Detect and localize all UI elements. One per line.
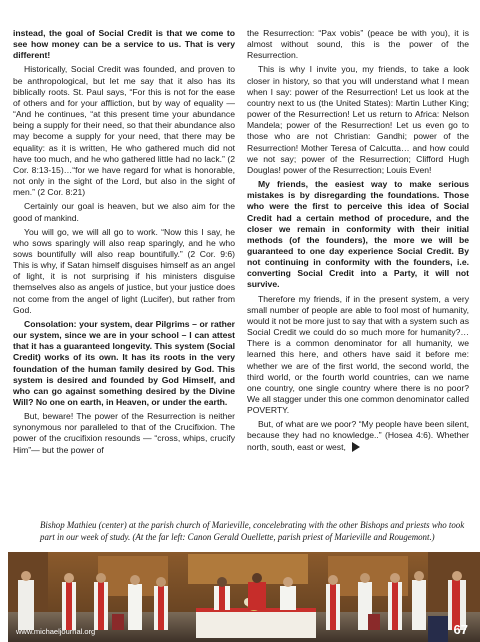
paragraph: But, beware! The power of the Resurrection is neither synonymous nor paralleled to that of the Crucifixion. The power of the crucifixion resounds — “cross, whips, crucify Him”— but the power of <box>13 411 235 455</box>
right-column <box>247 28 469 516</box>
paragraph: Certainly our goal is heaven, but we also aim for the good of mankind. <box>13 201 235 223</box>
paragraph: the Resurrection: “Pax vobis” (peace be with you), it is almost without sound, this is the power of the Resurrection. <box>247 28 469 61</box>
paragraph-text: But, of what are we poor? “My people have been silent, because they had no knowledge..” (Hosea 4:6). Whether north, south, east or west, <box>247 419 469 452</box>
paragraph: This is why I invite you, my friends, to take a look closer in history, so that you will understand what I mean when I say: power of the Resurrection! Let us look at the country next to us (the United States): Martin Luther King; power of the Resurrection! Let us return to Africa: Nelson Mandela; power of the Resurrection! Let us even go to those who are not Christian: Gandhi; power of the Resurrection! Mother Teresa of Calcutta… and how could we not say; power of the Resurrection; Clifford Hugh Douglas! power of the Resurrection; Louis Even! <box>247 64 469 175</box>
paragraph: My friends, the easiest way to make serious mistakes is by disregarding the foundations. Those who were the first to perceive this idea of Social Credit had a certain method of procedure, and the closer we remain in conformity with their initial methods (of the founders), the more we will be guaranteed to one day experience Social Credit. By not continuing in conformity with the founders, i.e. converting Social Credit into a Party, it will not survive. <box>247 179 469 290</box>
article-body <box>13 28 469 516</box>
photo-caption: Bishop Mathieu (center) at the parish church of Marieville, concelebrating with the other Bishops and priests who took part in our week of study. (At the far left: Canon Gerald Ouellette, parish priest of Marieville and Rougemont.) <box>40 520 465 542</box>
paragraph: Historically, Social Credit was founded, and proven to be anthropological, but let me say that it also has its biblically roots. St. Paul says, “For this is not for the ease of others and for your affliction, but by way of equality — “And he continues, “at this present time your abundance being a supply for their need, so that their abundance also may become a supply for your need, that there may be equality: as it is written, He who gathered much did not have too much, and he who gathered little had no lack.” (2 Cor. 8:13-15)…“for we have regard for what is honorable, not only in the sight of the Lord, but also in the sight of men.” (2 Cor. 8:21) <box>13 64 235 198</box>
paragraph: Therefore my friends, if in the present system, a very small number of people are able to fool most of humanity, would it not be more just to say that with a system such as Social Credit we could do so much more for humanity?… There is a common denominator for all humanity, we learned this here, and others have said it before me: whether we are of the first world, the second world, the third world, or the fourth world countries, can we name one country, one single country where there is no poor? We all stagger under this one common denominator called POVERTY. <box>247 293 469 416</box>
paragraph: You will go, we will all go to work. “Now this I say, he who sows sparingly will also reap sparingly, and he who sows bountifully will also reap bountifully.” (2 Cor. 9:6) This is why, if Satan himself disguises himself as an angel of light, it is not surprising if his ministers disguise themselves also as angels of justice, but your justice does not come from the angel of light (Lucifer), but rather from God. <box>13 226 235 315</box>
paragraph: Consolation: your system, dear Pilgrims – or rather our system, since we are in your school – I can attest that it has a guaranteed longevity. This system (Social Credit) works of its own. It has its roots in the very foundation of the human family desired by God. This system is desired and founded by God Himself, and who can go against something desired by the Divine Will? No one on earth, in Heaven, or under the earth. <box>13 318 235 407</box>
paragraph: instead, the goal of Social Credit is that we come to see how money can be a service to us. That is very different! <box>13 28 235 61</box>
paragraph-last <box>247 419 469 452</box>
left-column <box>13 28 235 516</box>
page-number: 67 <box>453 622 468 637</box>
continue-arrow-icon <box>352 442 360 452</box>
footer-url[interactable]: www.michaeljournal.org <box>16 627 96 636</box>
